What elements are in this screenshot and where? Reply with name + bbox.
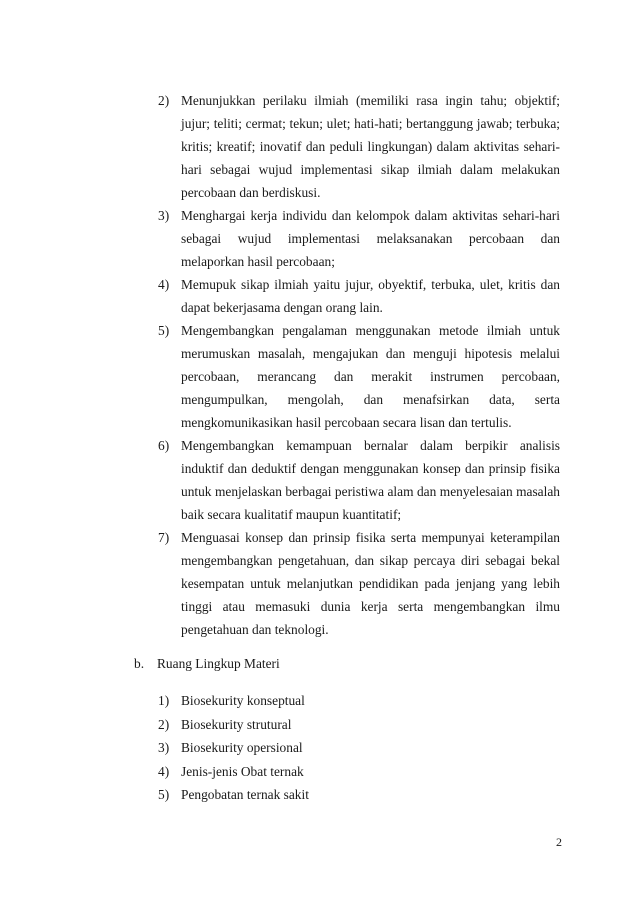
list-item-text: Menghargai kerja individu dan kelompok dalam aktivitas sehari-hari sebagai wujud implementasi melaksanakan percobaan dan melaporkan hasil percobaan; (181, 208, 560, 269)
list-item (158, 204, 560, 273)
list-item (158, 526, 560, 641)
list-item (158, 273, 560, 319)
objectives-list (158, 89, 560, 641)
list-item-text: Biosekurity strutural (181, 716, 292, 732)
list-item-text: Mengembangkan pengalaman menggunakan metode ilmiah untuk merumuskan masalah, mengajukan dan menguji hipotesis melalui percobaan, merancang dan merakit instrumen percobaan, mengumpulkan, mengolah, dan menafsirkan data, serta mengkomunikasikan hasil percobaan secara lisan dan tertulis. (181, 323, 560, 430)
list-item-number: 1) (158, 693, 170, 708)
list-item-number: 2) (158, 93, 170, 108)
section-letter: b. (134, 656, 145, 671)
list-item-number: 6) (158, 438, 170, 453)
list-item-number: 3) (158, 208, 170, 223)
list-item (158, 783, 538, 807)
list-item-number: 4) (158, 277, 170, 292)
list-item-text: Biosekurity konseptual (181, 693, 305, 708)
list-item-number: 5) (158, 787, 170, 802)
page-number: 2 (556, 835, 562, 849)
list-item-number: 7) (158, 530, 170, 545)
list-item-text: Memupuk sikap ilmiah yaitu jujur, obyektif, terbuka, ulet, kritis dan dapat bekerjasama dengan orang lain. (181, 277, 560, 315)
list-item (158, 760, 538, 784)
list-item (158, 89, 560, 204)
list-item (158, 319, 560, 434)
list-item-text: Menunjukkan perilaku ilmiah (memiliki rasa ingin tahu; objektif; jujur; teliti; cermat; tekun; ulet; hati-hati; bertanggung jawab; terbuka; kritis; kreatif; inovatif dan peduli lingkungan) dalam aktivitas sehari-hari sebagai wujud implementasi sikap ilmiah dalam melakukan percobaan dan berdiskusi. (181, 93, 560, 200)
materi-list (158, 689, 538, 807)
list-item-number: 4) (158, 763, 170, 779)
list-item-number: 5) (158, 323, 170, 338)
list-item-number: 2) (158, 716, 170, 732)
list-item-text: Pengobatan ternak sakit (181, 787, 309, 802)
section-title: Ruang Lingkup Materi (157, 656, 280, 671)
list-item-text: Jenis-jenis Obat ternak (181, 763, 304, 779)
list-item (158, 434, 560, 526)
list-item-text: Biosekurity opersional (181, 740, 303, 755)
list-item (158, 713, 538, 737)
list-item-text: Menguasai konsep dan prinsip fisika serta mempunyai keterampilan mengembangkan pengetahuan, dan sikap percaya diri sebagai bekal kesempatan untuk melanjutkan pendidikan pada jenjang yang lebih tinggi atau memasuki dunia kerja serta mengembangkan ilmu pengetahuan dan teknologi. (181, 530, 560, 637)
list-item (158, 736, 538, 760)
list-item (158, 689, 538, 713)
list-item-text: Mengembangkan kemampuan bernalar dalam berpikir analisis induktif dan deduktif dengan menggunakan konsep dan prinsip fisika untuk menjelaskan berbagai peristiwa alam dan menyelesaian masalah baik secara kualitatif maupun kuantitatif; (181, 438, 560, 522)
list-item-number: 3) (158, 740, 170, 755)
